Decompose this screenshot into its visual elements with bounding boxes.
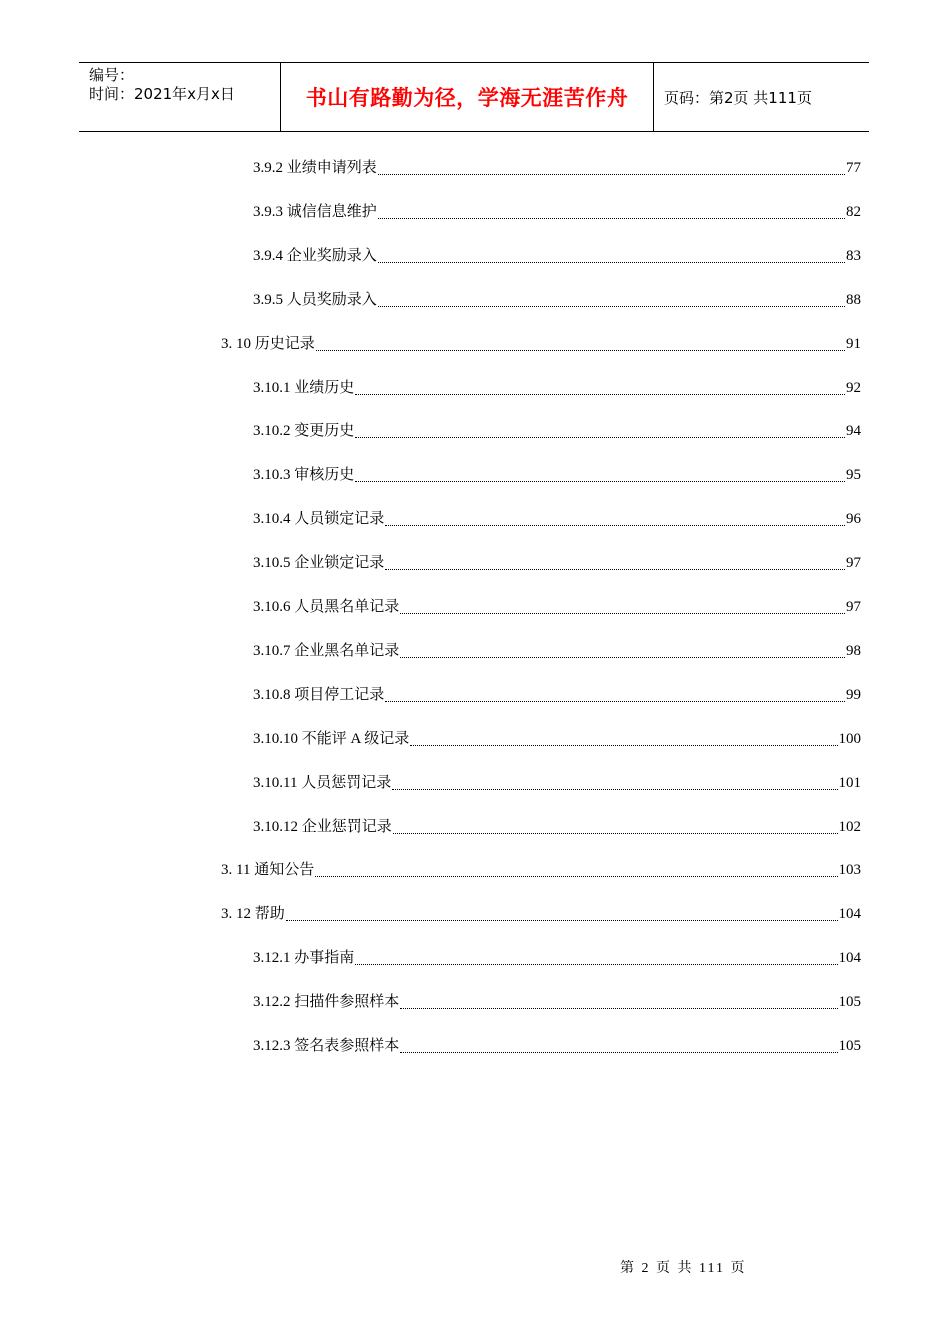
toc-entry-page-number: 88: [846, 291, 861, 308]
toc-entry[interactable]: [253, 816, 861, 838]
toc-entry-page-number: 95: [846, 467, 861, 484]
toc-dot-leader: [385, 568, 845, 570]
toc-entry-page-number: 97: [846, 555, 861, 572]
toc-entry-page-number: 104: [838, 906, 861, 923]
header-page-cell: [654, 63, 869, 131]
toc-entry-page-number: 105: [838, 1038, 861, 1054]
toc-entry-label: 3.10.7 企业黑名单记录: [253, 642, 400, 659]
toc-dot-leader: [378, 261, 845, 263]
toc-entry-page-number: 101: [838, 774, 861, 791]
toc-entry-label: 3.10.10 不能评 A 级记录: [253, 730, 410, 747]
toc-entry[interactable]: [253, 772, 861, 794]
motto-text: 书山有路勤为径，学海无涯苦作舟: [305, 86, 629, 110]
toc-entry[interactable]: [253, 728, 861, 750]
toc-entry-page-number: 103: [838, 862, 861, 879]
header-meta-cell: [79, 63, 281, 131]
toc-entry-label: 3.9.3 诚信信息维护: [253, 203, 377, 220]
toc-dot-leader: [355, 963, 837, 965]
toc-entry[interactable]: [253, 552, 861, 574]
toc-dot-leader: [316, 349, 845, 351]
toc-entry[interactable]: [253, 464, 861, 486]
toc-entry-page-number: 83: [846, 247, 861, 264]
page-footer: 第 2 页 共 111 页: [620, 1261, 747, 1276]
toc-dot-leader: [315, 875, 837, 877]
toc-entry-label: 3.12.2 扫描件参照样本: [253, 994, 400, 1011]
toc-dot-leader: [355, 436, 845, 438]
header-motto-cell: [281, 63, 654, 131]
toc-entry-label: 3.10.12 企业惩罚记录: [253, 818, 392, 835]
toc-dot-leader: [378, 217, 845, 219]
toc-entry-label: 3. 11 通知公告: [221, 862, 315, 879]
toc-entry-label: 3.10.6 人员黑名单记录: [253, 599, 400, 615]
toc-entry-label: 3.10.8 项目停工记录: [253, 686, 385, 703]
toc-entry-page-number: 100: [838, 730, 861, 747]
toc-entry[interactable]: [253, 377, 861, 399]
toc-entry-label: 3. 12 帮助: [221, 906, 285, 923]
toc-entry[interactable]: [253, 508, 861, 530]
toc-entry[interactable]: [253, 991, 861, 1013]
page-header: [79, 62, 869, 132]
toc-dot-leader: [286, 919, 838, 921]
toc-dot-leader: [400, 612, 845, 614]
toc-entry-page-number: 96: [846, 511, 861, 528]
toc-entry[interactable]: [221, 859, 861, 881]
toc-entry[interactable]: [253, 157, 861, 179]
toc-dot-leader: [410, 744, 837, 746]
toc-entry-page-number: 105: [838, 994, 861, 1011]
toc-dot-leader: [400, 1007, 837, 1009]
toc-entry-label: 3. 10 历史记录: [221, 335, 315, 352]
toc-dot-leader: [378, 173, 845, 175]
toc-dot-leader: [400, 656, 845, 658]
toc-dot-leader: [355, 393, 845, 395]
toc-entry-page-number: 92: [846, 379, 861, 396]
toc-entry-page-number: 98: [846, 642, 861, 659]
toc-entry[interactable]: [253, 947, 861, 969]
toc-entry-page-number: 102: [838, 818, 861, 835]
toc-dot-leader: [378, 305, 845, 307]
toc-entry-page-number: 91: [846, 335, 861, 352]
toc-entry[interactable]: [253, 1035, 861, 1057]
toc-entry[interactable]: [253, 596, 861, 618]
toc-dot-leader: [385, 700, 845, 702]
toc-entry-label: 3.10.1 业绩历史: [253, 379, 355, 396]
header-page-info: 页码：第2页 共111页: [664, 89, 812, 107]
toc-dot-leader: [385, 524, 845, 526]
toc-entry[interactable]: [221, 903, 861, 925]
toc-entry-label: 3.12.1 办事指南: [253, 950, 355, 967]
document-number-label: 编号：: [89, 66, 135, 84]
toc-entry-page-number: 97: [846, 599, 861, 615]
document-time-label: 时间：2021年x月x日: [89, 85, 235, 103]
toc-entry[interactable]: [253, 684, 861, 706]
toc-dot-leader: [392, 788, 837, 790]
toc-entry-label: 3.12.3 签名表参照样本: [253, 1038, 400, 1054]
toc-entry-page-number: 104: [838, 950, 861, 967]
toc-entry-label: 3.10.11 人员惩罚记录: [253, 774, 392, 791]
toc-entry-label: 3.9.2 业绩申请列表: [253, 160, 377, 176]
toc-entry-label: 3.9.5 人员奖励录入: [253, 291, 377, 308]
toc-entry[interactable]: [253, 201, 861, 223]
toc-entry-page-number: 94: [846, 423, 861, 440]
toc-entry-page-number: 82: [846, 203, 861, 220]
toc-entry-label: 3.10.3 审核历史: [253, 467, 355, 484]
toc-dot-leader: [400, 1051, 837, 1053]
toc-dot-leader: [355, 480, 845, 482]
toc-entry[interactable]: [253, 289, 861, 311]
toc-entry-label: 3.10.2 变更历史: [253, 423, 355, 440]
toc-entry-label: 3.10.4 人员锁定记录: [253, 511, 385, 528]
toc-entry-label: 3.10.5 企业锁定记录: [253, 555, 385, 572]
toc-entry[interactable]: [253, 245, 861, 267]
toc-entry[interactable]: [221, 333, 861, 355]
toc-entry[interactable]: [253, 640, 861, 662]
toc-entry-page-number: 77: [846, 160, 861, 176]
toc-entry-page-number: 99: [846, 686, 861, 703]
toc-entry-label: 3.9.4 企业奖励录入: [253, 247, 377, 264]
toc-entry[interactable]: [253, 420, 861, 442]
toc-dot-leader: [393, 832, 838, 834]
